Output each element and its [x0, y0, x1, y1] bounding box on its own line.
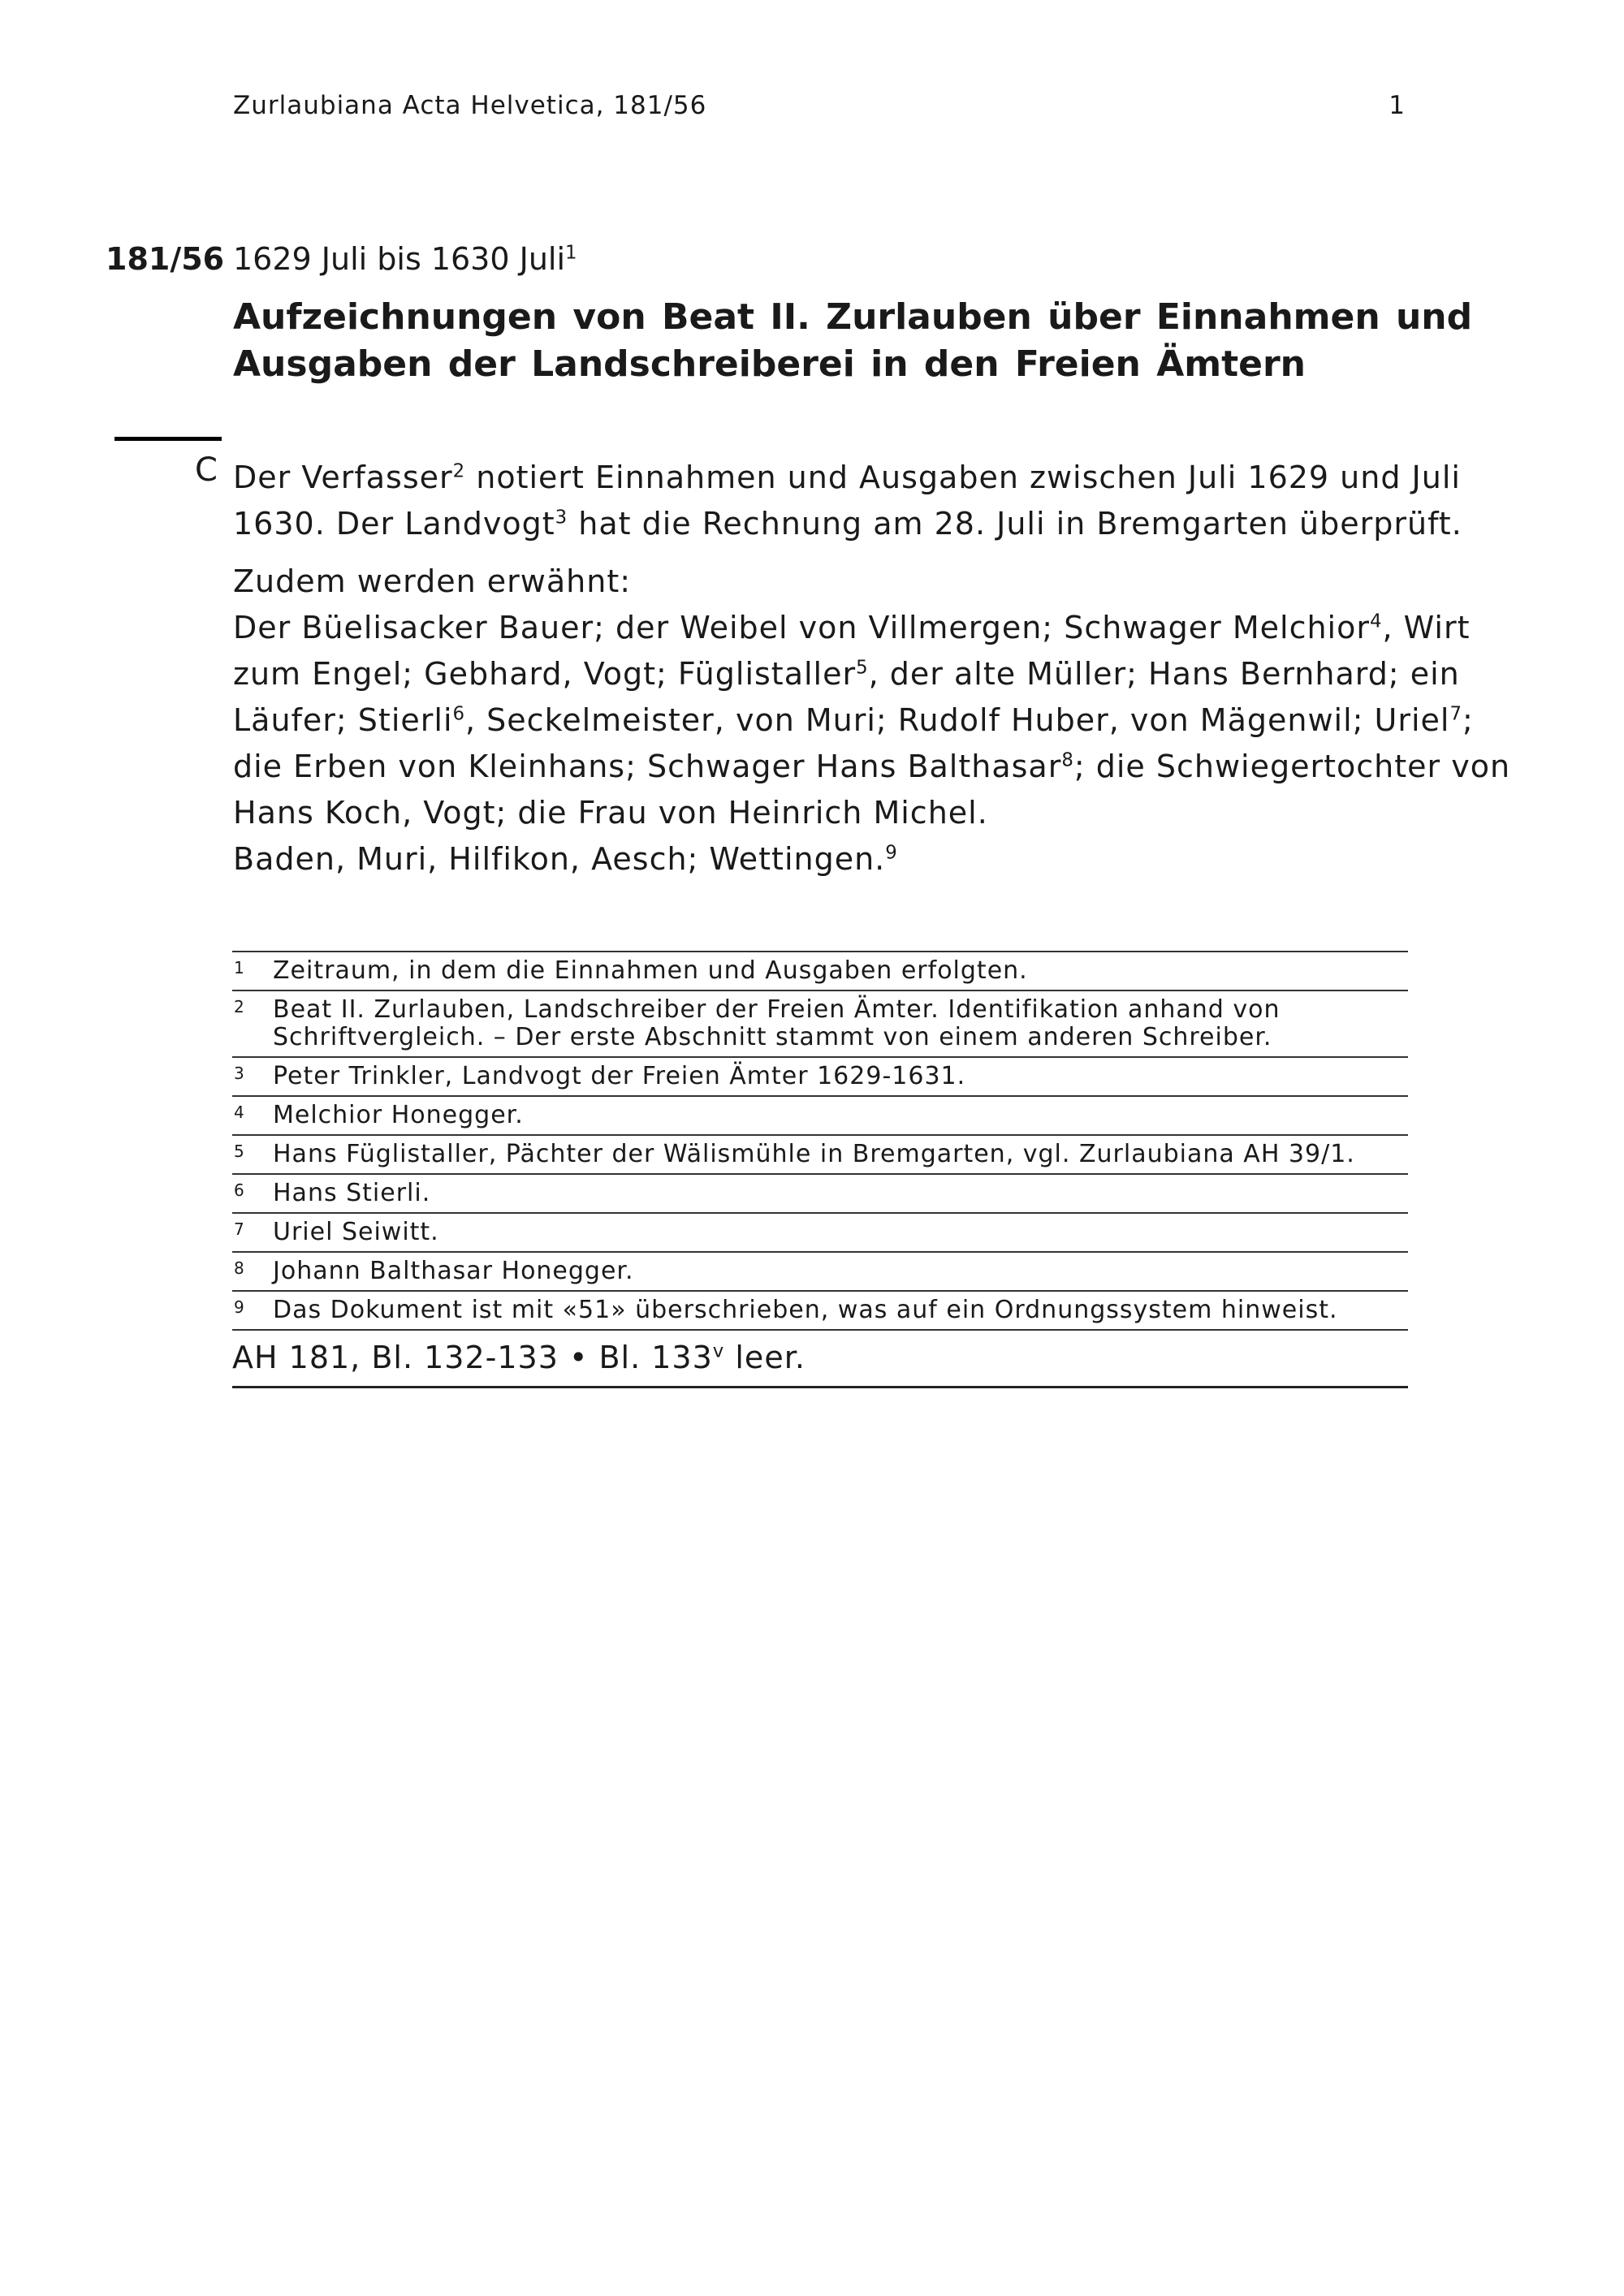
- footnote-number: 1: [234, 958, 245, 978]
- verso-mark: v: [712, 1340, 725, 1362]
- abstract-text: Der Büelisacker Bauer; der Weibel von Villmergen; Schwager Melchior: [233, 610, 1370, 645]
- footnote-text: Johann Balthasar Honegger.: [273, 1257, 634, 1285]
- footnote: [232, 1251, 1408, 1290]
- abstract-text: Der Verfasser: [233, 460, 453, 495]
- note-ref: 6: [452, 703, 466, 725]
- footnote: [232, 1134, 1408, 1173]
- abstract: [233, 455, 1511, 883]
- abstract-text: zum Engel; Gebhard, Vogt; Füglistaller: [233, 656, 857, 692]
- abstract-line: [233, 455, 1461, 501]
- abstract-text: , Seckelmeister, von Muri; Rudolf Huber, von Mägenwil; Uriel: [465, 702, 1450, 738]
- footnote-number: 9: [234, 1297, 245, 1317]
- title-line-2: Ausgaben der Landschreiberei in den Freien Ämtern: [233, 343, 1306, 385]
- footnote-number: 4: [234, 1103, 245, 1122]
- abstract-text: ;: [1462, 702, 1474, 738]
- abstract-line: Zudem werden erwähnt:: [233, 563, 632, 599]
- footnote-text: Beat II. Zurlauben, Landschreiber der Freien Ämter. Identifikation anhand von: [273, 995, 1281, 1024]
- abstract-text: ; die Schwiegertochter von: [1073, 749, 1511, 784]
- footnote-text: Hans Füglistaller, Pächter der Wälismühle in Bremgarten, vgl. Zurlaubiana AH 39/1.: [273, 1140, 1355, 1168]
- footnote: [232, 951, 1408, 990]
- footnote-number: 6: [234, 1180, 245, 1200]
- abstract-line: [233, 605, 1471, 651]
- footnote-text: Melchior Honegger.: [273, 1101, 524, 1129]
- footnote-apparatus: [232, 951, 1408, 1388]
- note-ref: 2: [452, 460, 466, 482]
- abstract-text: die Erben von Kleinhans; Schwager Hans Balthasar: [233, 749, 1062, 784]
- footnote: [232, 1290, 1408, 1329]
- footnote-text: Peter Trinkler, Landvogt der Freien Ämter 1629-1631.: [273, 1062, 966, 1090]
- document-title: [233, 294, 1473, 388]
- footnote: [232, 990, 1408, 1056]
- abstract-line: Hans Koch, Vogt; die Frau von Heinrich Michel.: [233, 795, 988, 831]
- footnote: [232, 1212, 1408, 1251]
- date-note-ref: 1: [565, 242, 577, 264]
- abstract-line: [233, 836, 1415, 883]
- abstract-line: [233, 651, 1460, 697]
- footnote: [232, 1095, 1408, 1134]
- footnote-number: 3: [234, 1064, 245, 1083]
- abstract-line: [233, 501, 1462, 547]
- abstract-text: notiert Einnahmen und Ausgaben zwischen Juli 1629 und Juli: [465, 460, 1461, 495]
- abstract-text: 1630. Der Landvogt: [233, 506, 555, 542]
- footnote-number: 5: [234, 1142, 245, 1161]
- section-rule: [114, 437, 222, 441]
- document-number: 181/56: [106, 241, 225, 277]
- footnote: [232, 1173, 1408, 1212]
- footnote-number: 8: [234, 1258, 245, 1278]
- title-line-1: Aufzeichnungen von Beat II. Zurlauben über Einnahmen und: [233, 296, 1473, 338]
- note-ref: 4: [1370, 611, 1383, 632]
- footnote-text: Hans Stierli.: [273, 1179, 431, 1207]
- source-text: AH 181, Bl. 132-133 • Bl. 133: [232, 1340, 713, 1375]
- footnote-text: Schriftvergleich. – Der erste Abschnitt stammt von einem anderen Schreiber.: [273, 1023, 1272, 1051]
- abstract-text: , Wirt: [1382, 610, 1471, 645]
- footnote-text: Uriel Seiwitt.: [273, 1218, 439, 1246]
- paragraph-gap: [233, 547, 1415, 559]
- footnote-number: 2: [234, 997, 245, 1016]
- date-text: 1629 Juli bis 1630 Juli: [233, 241, 566, 277]
- abstract-text: Läufer; Stierli: [233, 702, 453, 738]
- abstract-line: [233, 744, 1511, 790]
- note-ref: 5: [856, 657, 869, 679]
- abstract-line: [233, 697, 1474, 744]
- footnote-number: 7: [234, 1219, 245, 1239]
- abstract-text: , der alte Müller; Hans Bernhard; ein: [868, 656, 1460, 692]
- page-number: 1: [1389, 91, 1405, 120]
- source-text: leer.: [724, 1340, 806, 1375]
- source-reference: [232, 1329, 1408, 1388]
- note-ref: 7: [1449, 703, 1462, 725]
- note-ref: 9: [885, 842, 898, 864]
- abstract-text: hat die Rechnung am 28. Juli in Bremgarten überprüft.: [568, 506, 1462, 542]
- section-marker: C: [195, 451, 218, 489]
- document-date: [233, 241, 577, 277]
- running-title: Zurlaubiana Acta Helvetica, 181/56: [233, 91, 707, 120]
- note-ref: 8: [1061, 749, 1074, 771]
- note-ref: 3: [555, 507, 568, 529]
- abstract-text: Baden, Muri, Hilfikon, Aesch; Wettingen.: [233, 841, 886, 877]
- footnote-text: Das Dokument ist mit «51» überschrieben, was auf ein Ordnungssystem hinweist.: [273, 1296, 1338, 1324]
- footnote: [232, 1056, 1408, 1095]
- footnote-text: Zeitraum, in dem die Einnahmen und Ausgaben erfolgten.: [273, 956, 1028, 985]
